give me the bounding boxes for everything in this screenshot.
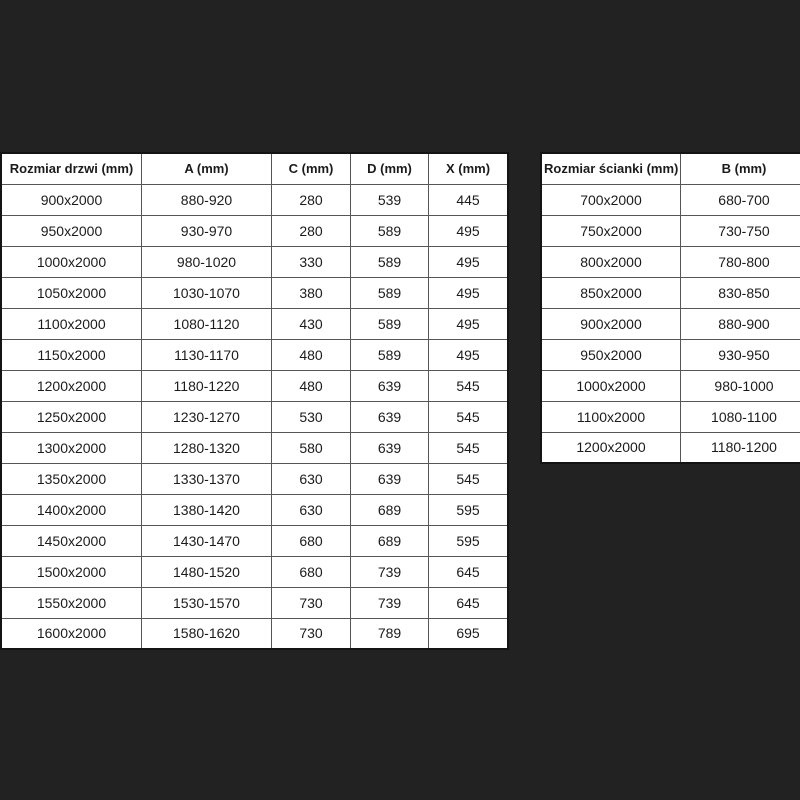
table-cell: 530 bbox=[272, 401, 351, 432]
table-cell: 689 bbox=[351, 494, 429, 525]
table-cell: 900x2000 bbox=[541, 308, 681, 339]
table-cell: 1300x2000 bbox=[1, 432, 142, 463]
table-row bbox=[1, 556, 508, 587]
table-cell: 639 bbox=[351, 401, 429, 432]
table-cell: 589 bbox=[351, 339, 429, 370]
table-cell: 1180-1200 bbox=[681, 432, 800, 463]
table-row bbox=[1, 184, 508, 215]
table-row bbox=[1, 587, 508, 618]
table-cell: 545 bbox=[429, 432, 509, 463]
table-row bbox=[1, 308, 508, 339]
table-cell: 495 bbox=[429, 339, 509, 370]
table-cell: 880-900 bbox=[681, 308, 800, 339]
table-row bbox=[541, 246, 800, 277]
table-row bbox=[1, 463, 508, 494]
table-cell: 495 bbox=[429, 277, 509, 308]
table-cell: 739 bbox=[351, 556, 429, 587]
table-row bbox=[1, 277, 508, 308]
table-row bbox=[541, 308, 800, 339]
table-cell: 1150x2000 bbox=[1, 339, 142, 370]
table-cell: 680 bbox=[272, 525, 351, 556]
table-cell: 280 bbox=[272, 184, 351, 215]
table-cell: 495 bbox=[429, 215, 509, 246]
table-cell: 480 bbox=[272, 339, 351, 370]
table-cell: 730 bbox=[272, 587, 351, 618]
table-cell: 695 bbox=[429, 618, 509, 649]
table-row bbox=[541, 215, 800, 246]
table-cell: 880-920 bbox=[142, 184, 272, 215]
table-cell: 639 bbox=[351, 432, 429, 463]
table-cell: 280 bbox=[272, 215, 351, 246]
table-cell: 930-970 bbox=[142, 215, 272, 246]
table-cell: 495 bbox=[429, 308, 509, 339]
column-header: C (mm) bbox=[272, 153, 351, 184]
table-cell: 1430-1470 bbox=[142, 525, 272, 556]
table-cell: 689 bbox=[351, 525, 429, 556]
table-cell: 545 bbox=[429, 401, 509, 432]
column-header: D (mm) bbox=[351, 153, 429, 184]
table-cell: 445 bbox=[429, 184, 509, 215]
table-cell: 1130-1170 bbox=[142, 339, 272, 370]
table-cell: 730 bbox=[272, 618, 351, 649]
table-row bbox=[541, 370, 800, 401]
table-cell: 645 bbox=[429, 556, 509, 587]
table-cell: 630 bbox=[272, 463, 351, 494]
table-cell: 1480-1520 bbox=[142, 556, 272, 587]
table-row bbox=[1, 339, 508, 370]
column-header: Rozmiar ścianki (mm) bbox=[541, 153, 681, 184]
table-cell: 1200x2000 bbox=[1, 370, 142, 401]
table-cell: 630 bbox=[272, 494, 351, 525]
table-cell: 1280-1320 bbox=[142, 432, 272, 463]
table-cell: 1330-1370 bbox=[142, 463, 272, 494]
table-cell: 330 bbox=[272, 246, 351, 277]
table-cell: 1000x2000 bbox=[541, 370, 681, 401]
table-cell: 1530-1570 bbox=[142, 587, 272, 618]
table-row bbox=[541, 339, 800, 370]
table-cell: 1050x2000 bbox=[1, 277, 142, 308]
table-cell: 589 bbox=[351, 246, 429, 277]
table-cell: 700x2000 bbox=[541, 184, 681, 215]
table-cell: 539 bbox=[351, 184, 429, 215]
table-cell: 1080-1100 bbox=[681, 401, 800, 432]
table-cell: 900x2000 bbox=[1, 184, 142, 215]
column-header: B (mm) bbox=[681, 153, 800, 184]
table-cell: 1230-1270 bbox=[142, 401, 272, 432]
table-cell: 830-850 bbox=[681, 277, 800, 308]
table-cell: 730-750 bbox=[681, 215, 800, 246]
table-cell: 950x2000 bbox=[541, 339, 681, 370]
table-cell: 1380-1420 bbox=[142, 494, 272, 525]
table-cell: 1600x2000 bbox=[1, 618, 142, 649]
table-cell: 645 bbox=[429, 587, 509, 618]
table-cell: 430 bbox=[272, 308, 351, 339]
table-cell: 930-950 bbox=[681, 339, 800, 370]
table-cell: 1580-1620 bbox=[142, 618, 272, 649]
table-row bbox=[541, 432, 800, 463]
table-cell: 589 bbox=[351, 308, 429, 339]
table-cell: 545 bbox=[429, 370, 509, 401]
table-cell: 950x2000 bbox=[1, 215, 142, 246]
table-cell: 1000x2000 bbox=[1, 246, 142, 277]
table-row bbox=[1, 246, 508, 277]
table-row bbox=[1, 401, 508, 432]
table-row bbox=[1, 432, 508, 463]
table-cell: 589 bbox=[351, 215, 429, 246]
table-cell: 1550x2000 bbox=[1, 587, 142, 618]
table-cell: 639 bbox=[351, 463, 429, 494]
table-cell: 1350x2000 bbox=[1, 463, 142, 494]
table-cell: 850x2000 bbox=[541, 277, 681, 308]
table-cell: 495 bbox=[429, 246, 509, 277]
table-cell: 595 bbox=[429, 494, 509, 525]
table-row bbox=[1, 525, 508, 556]
table-cell: 639 bbox=[351, 370, 429, 401]
table-cell: 1180-1220 bbox=[142, 370, 272, 401]
table-cell: 1080-1120 bbox=[142, 308, 272, 339]
table-cell: 589 bbox=[351, 277, 429, 308]
table-cell: 1100x2000 bbox=[1, 308, 142, 339]
table-cell: 1500x2000 bbox=[1, 556, 142, 587]
table-cell: 680 bbox=[272, 556, 351, 587]
door-sizes-table bbox=[0, 152, 509, 650]
table-cell: 980-1000 bbox=[681, 370, 800, 401]
column-header: A (mm) bbox=[142, 153, 272, 184]
table-cell: 780-800 bbox=[681, 246, 800, 277]
table-cell: 545 bbox=[429, 463, 509, 494]
header-row bbox=[1, 153, 508, 184]
table-cell: 1250x2000 bbox=[1, 401, 142, 432]
table-cell: 789 bbox=[351, 618, 429, 649]
table-cell: 1200x2000 bbox=[541, 432, 681, 463]
table-row bbox=[541, 184, 800, 215]
table-row bbox=[541, 277, 800, 308]
table-cell: 750x2000 bbox=[541, 215, 681, 246]
table-cell: 680-700 bbox=[681, 184, 800, 215]
table-cell: 800x2000 bbox=[541, 246, 681, 277]
table-cell: 980-1020 bbox=[142, 246, 272, 277]
table-cell: 739 bbox=[351, 587, 429, 618]
header-row bbox=[541, 153, 800, 184]
table-cell: 1450x2000 bbox=[1, 525, 142, 556]
table-row bbox=[1, 494, 508, 525]
wall-sizes-table bbox=[540, 152, 800, 464]
table-cell: 1030-1070 bbox=[142, 277, 272, 308]
table-cell: 1100x2000 bbox=[541, 401, 681, 432]
column-header: X (mm) bbox=[429, 153, 509, 184]
table-row bbox=[541, 401, 800, 432]
column-header: Rozmiar drzwi (mm) bbox=[1, 153, 142, 184]
table-row bbox=[1, 370, 508, 401]
table-row bbox=[1, 215, 508, 246]
table-cell: 380 bbox=[272, 277, 351, 308]
table-cell: 580 bbox=[272, 432, 351, 463]
table-cell: 1400x2000 bbox=[1, 494, 142, 525]
table-row bbox=[1, 618, 508, 649]
table-cell: 480 bbox=[272, 370, 351, 401]
table-cell: 595 bbox=[429, 525, 509, 556]
